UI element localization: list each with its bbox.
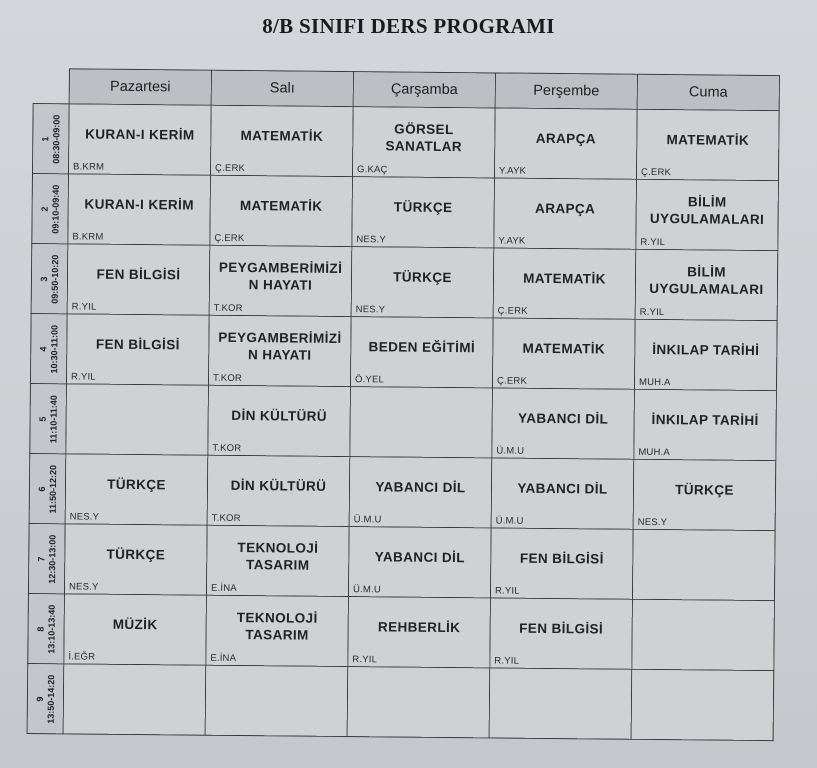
lesson-cell-tuesday bbox=[209, 245, 352, 316]
period-label-text bbox=[40, 114, 62, 163]
lesson-subject: BİLİM UYGULAMALARI bbox=[649, 193, 765, 227]
lesson-cell-wednesday bbox=[350, 387, 493, 458]
lesson-cell-wednesday bbox=[348, 527, 491, 598]
lesson-subject: MÜZİK bbox=[112, 616, 158, 633]
period-label-text bbox=[38, 254, 60, 303]
lesson-subject: TÜRKÇE bbox=[393, 269, 452, 286]
period-label bbox=[31, 243, 68, 313]
period-row bbox=[28, 593, 775, 670]
lesson-cell-monday bbox=[63, 664, 206, 735]
lesson-teacher: Ö.YEL bbox=[354, 374, 385, 386]
lesson-cell-monday bbox=[68, 104, 211, 175]
lesson-cell-thursday bbox=[493, 248, 636, 319]
lesson-subject: BEDEN EĞİTİMİ bbox=[368, 339, 476, 356]
period-label bbox=[28, 593, 65, 663]
lesson-teacher: R.YIL bbox=[494, 655, 520, 667]
lesson-subject: TÜRKÇE bbox=[393, 199, 453, 216]
period-time: 12:30-13:00 bbox=[46, 534, 58, 584]
lesson-subject: ARAPÇA bbox=[535, 200, 596, 217]
lesson-teacher: Ç.ERK bbox=[496, 375, 528, 387]
day-header-wednesday: Çarşamba bbox=[353, 72, 495, 108]
period-row bbox=[32, 104, 779, 181]
period-label bbox=[30, 313, 67, 383]
page-title: 8/B SINIFI DERS PROGRAMI bbox=[262, 14, 555, 38]
day-header-monday: Pazartesi bbox=[69, 69, 211, 105]
lesson-subject: MATEMATİK bbox=[523, 270, 606, 287]
day-header-thursday: Perşembe bbox=[495, 73, 637, 109]
lesson-subject: YABANCI DİL bbox=[517, 410, 609, 427]
period-label bbox=[32, 104, 69, 174]
lesson-cell-friday bbox=[634, 389, 777, 460]
lesson-subject bbox=[490, 698, 631, 709]
lesson-cell-thursday bbox=[492, 388, 635, 459]
lesson-cell-tuesday bbox=[210, 105, 353, 176]
lesson-teacher: T.KOR bbox=[211, 512, 241, 525]
lesson-teacher: E.İNA bbox=[210, 652, 237, 664]
period-label-text bbox=[34, 674, 56, 723]
lesson-teacher: T.KOR bbox=[213, 302, 243, 315]
lesson-cell-monday bbox=[66, 314, 209, 385]
lesson-teacher: İ.EĞR bbox=[68, 651, 96, 663]
period-row bbox=[29, 453, 776, 530]
lesson-cell-friday bbox=[636, 179, 779, 250]
lesson-teacher: Y.AYK bbox=[498, 235, 526, 247]
lesson-subject: TÜRKÇE bbox=[675, 482, 734, 498]
lesson-teacher: Ç.ERK bbox=[214, 162, 246, 175]
lesson-cell-tuesday bbox=[205, 665, 348, 736]
lesson-subject bbox=[64, 694, 205, 705]
header-corner bbox=[33, 69, 69, 104]
period-number: 7 bbox=[35, 556, 46, 562]
lesson-cell-wednesday bbox=[352, 107, 495, 178]
lesson-teacher: Ü.M.U bbox=[353, 514, 382, 526]
lesson-teacher: NES.Y bbox=[356, 234, 386, 246]
lesson-teacher: B.KRM bbox=[72, 231, 104, 243]
lesson-cell-wednesday bbox=[351, 247, 494, 318]
lesson-cell-friday bbox=[631, 669, 774, 740]
period-row bbox=[32, 173, 779, 250]
period-time: 11:50-12:20 bbox=[47, 464, 58, 514]
lesson-cell-tuesday bbox=[208, 385, 351, 456]
lesson-subject: MATEMATİK bbox=[239, 197, 323, 214]
lesson-subject: FEN BİLGİSİ bbox=[96, 266, 181, 283]
lesson-subject: PEYGAMBERİMİZİ N HAYATI bbox=[218, 259, 343, 293]
lesson-teacher: Ç.ERK bbox=[497, 305, 528, 317]
lesson-teacher: MUH.A bbox=[638, 376, 671, 389]
period-number: 2 bbox=[39, 206, 50, 212]
lesson-teacher: R.YIL bbox=[71, 301, 97, 313]
lesson-teacher: Ç.ERK bbox=[640, 166, 672, 179]
lesson-teacher: MUH.A bbox=[638, 446, 671, 459]
lesson-cell-tuesday bbox=[208, 315, 351, 386]
lesson-teacher: R.YIL bbox=[639, 306, 665, 319]
lesson-teacher: Ü.M.U bbox=[352, 584, 381, 596]
lesson-teacher: R.YIL bbox=[70, 371, 96, 383]
lesson-subject bbox=[633, 629, 774, 640]
period-row bbox=[28, 523, 775, 600]
lesson-teacher: NES.Y bbox=[355, 304, 386, 316]
lesson-subject bbox=[348, 697, 489, 708]
period-number: 6 bbox=[36, 486, 47, 492]
lesson-cell-thursday bbox=[490, 598, 633, 669]
period-label bbox=[27, 663, 64, 733]
lesson-subject: İNKILAP TARİHİ bbox=[652, 341, 760, 358]
lesson-subject: MATEMATİK bbox=[666, 132, 750, 148]
period-label bbox=[30, 383, 67, 453]
period-label-text bbox=[39, 184, 61, 233]
lesson-subject: PEYGAMBERİMİZİ N HAYATI bbox=[218, 329, 342, 363]
schedule-table bbox=[27, 68, 780, 741]
period-label-text bbox=[37, 395, 59, 443]
period-row bbox=[31, 243, 778, 320]
period-number: 1 bbox=[39, 136, 50, 142]
period-row bbox=[30, 313, 777, 390]
lesson-cell-monday bbox=[64, 524, 207, 595]
lesson-teacher: Y.AYK bbox=[498, 165, 527, 177]
lesson-cell-wednesday bbox=[352, 177, 495, 248]
period-label bbox=[32, 173, 69, 243]
period-label-text bbox=[35, 604, 57, 653]
day-header-friday: Cuma bbox=[637, 74, 779, 110]
lesson-teacher: R.YIL bbox=[352, 654, 378, 666]
lesson-cell-thursday bbox=[490, 528, 633, 599]
lesson-subject: TEKNOLOJİ TASARIM bbox=[237, 539, 319, 573]
lesson-teacher: G.KAÇ bbox=[356, 164, 388, 176]
lesson-cell-friday bbox=[632, 599, 775, 670]
lesson-cell-monday bbox=[68, 174, 211, 245]
lesson-subject: ARAPÇA bbox=[535, 130, 596, 147]
period-time: 13:50-14:20 bbox=[45, 674, 56, 724]
lesson-cell-thursday bbox=[494, 108, 637, 179]
period-number: 3 bbox=[38, 276, 49, 282]
lesson-cell-monday bbox=[64, 594, 207, 665]
lesson-cell-thursday bbox=[492, 318, 635, 389]
lesson-cell-tuesday bbox=[207, 455, 350, 526]
lesson-cell-tuesday bbox=[206, 595, 349, 666]
period-time: 08:30-09:00 bbox=[50, 114, 62, 164]
period-time: 09:50-10:20 bbox=[49, 254, 60, 304]
lesson-teacher: E.İNA bbox=[210, 582, 237, 594]
lesson-subject: YABANCI DİL bbox=[375, 479, 466, 496]
lesson-subject: DİN KÜLTÜRÜ bbox=[230, 477, 327, 494]
period-label bbox=[28, 523, 65, 593]
lesson-subject: İNKILAP TARİHİ bbox=[651, 411, 759, 428]
day-header-tuesday: Salı bbox=[211, 70, 353, 106]
lesson-teacher: R.YIL bbox=[494, 585, 520, 597]
period-time: 13:10-13:40 bbox=[45, 604, 57, 654]
period-number: 9 bbox=[34, 696, 45, 702]
lesson-cell-monday bbox=[67, 244, 210, 315]
lesson-cell-wednesday bbox=[348, 597, 491, 668]
lesson-subject bbox=[206, 695, 347, 706]
lesson-cell-thursday bbox=[494, 178, 637, 249]
period-label bbox=[29, 453, 66, 523]
lesson-subject: MATEMATİK bbox=[522, 340, 606, 357]
period-number: 8 bbox=[35, 626, 46, 632]
lesson-cell-friday bbox=[634, 319, 777, 390]
lesson-teacher: Ç.ERK bbox=[214, 232, 245, 245]
lesson-cell-monday bbox=[65, 454, 208, 525]
lesson-cell-friday bbox=[635, 249, 778, 320]
period-time: 09:10-09:40 bbox=[49, 184, 61, 234]
period-number: 4 bbox=[37, 346, 48, 352]
lesson-teacher: Ü.M.U bbox=[496, 445, 525, 457]
lesson-subject: KURAN-I KERİM bbox=[85, 126, 195, 143]
lesson-cell-wednesday bbox=[347, 667, 490, 738]
lesson-cell-friday bbox=[636, 109, 779, 180]
period-time: 10:30-11:00 bbox=[48, 324, 60, 374]
period-row bbox=[27, 663, 774, 740]
lesson-teacher: NES.Y bbox=[69, 511, 100, 523]
lesson-subject: KURAN-I KERİM bbox=[84, 196, 194, 213]
lesson-cell-tuesday bbox=[206, 525, 349, 596]
period-label-text bbox=[36, 534, 58, 583]
lesson-teacher: NES.Y bbox=[68, 581, 99, 593]
lesson-cell-friday bbox=[633, 459, 776, 530]
lesson-cell-wednesday bbox=[350, 317, 493, 388]
lesson-cell-thursday bbox=[489, 668, 632, 739]
lesson-subject: YABANCI DİL bbox=[517, 480, 608, 497]
lesson-subject: TEKNOLOJİ TASARIM bbox=[236, 609, 318, 643]
lesson-teacher: R.YIL bbox=[640, 236, 666, 249]
lesson-subject: TÜRKÇE bbox=[107, 476, 166, 493]
period-row bbox=[30, 383, 777, 460]
lesson-cell-friday bbox=[632, 529, 775, 600]
lesson-subject: FEN BİLGİSİ bbox=[95, 336, 180, 353]
lesson-teacher: NES.Y bbox=[637, 516, 668, 529]
lesson-teacher: T.KOR bbox=[212, 442, 242, 455]
lesson-subject: FEN BİLGİSİ bbox=[519, 550, 604, 567]
period-label-text bbox=[38, 324, 60, 373]
lesson-cell-tuesday bbox=[210, 175, 353, 246]
lesson-subject bbox=[351, 417, 492, 428]
lesson-subject: GÖRSEL SANATLAR bbox=[385, 120, 463, 154]
lesson-subject bbox=[67, 414, 208, 425]
period-number: 5 bbox=[37, 416, 48, 422]
lesson-subject: TÜRKÇE bbox=[106, 546, 166, 563]
lesson-subject: REHBERLİK bbox=[377, 619, 461, 636]
lesson-subject bbox=[632, 699, 773, 710]
lesson-cell-wednesday bbox=[349, 457, 492, 528]
lesson-subject: FEN BİLGİSİ bbox=[519, 620, 604, 637]
lesson-subject: MATEMATİK bbox=[240, 127, 324, 144]
lesson-subject bbox=[633, 559, 774, 570]
lesson-subject: BİLİM UYGULAMALARI bbox=[649, 263, 764, 297]
lesson-teacher: B.KRM bbox=[72, 161, 105, 173]
lesson-cell-monday bbox=[66, 384, 209, 455]
period-label-text bbox=[36, 464, 58, 513]
lesson-cell-thursday bbox=[491, 458, 634, 529]
schedule-body bbox=[27, 104, 779, 741]
period-time: 11:10-11:40 bbox=[47, 394, 59, 443]
lesson-teacher: T.KOR bbox=[212, 372, 243, 385]
lesson-teacher: Ü.M.U bbox=[495, 515, 524, 527]
lesson-subject: DİN KÜLTÜRÜ bbox=[231, 407, 328, 424]
lesson-subject: YABANCI DİL bbox=[374, 549, 465, 566]
